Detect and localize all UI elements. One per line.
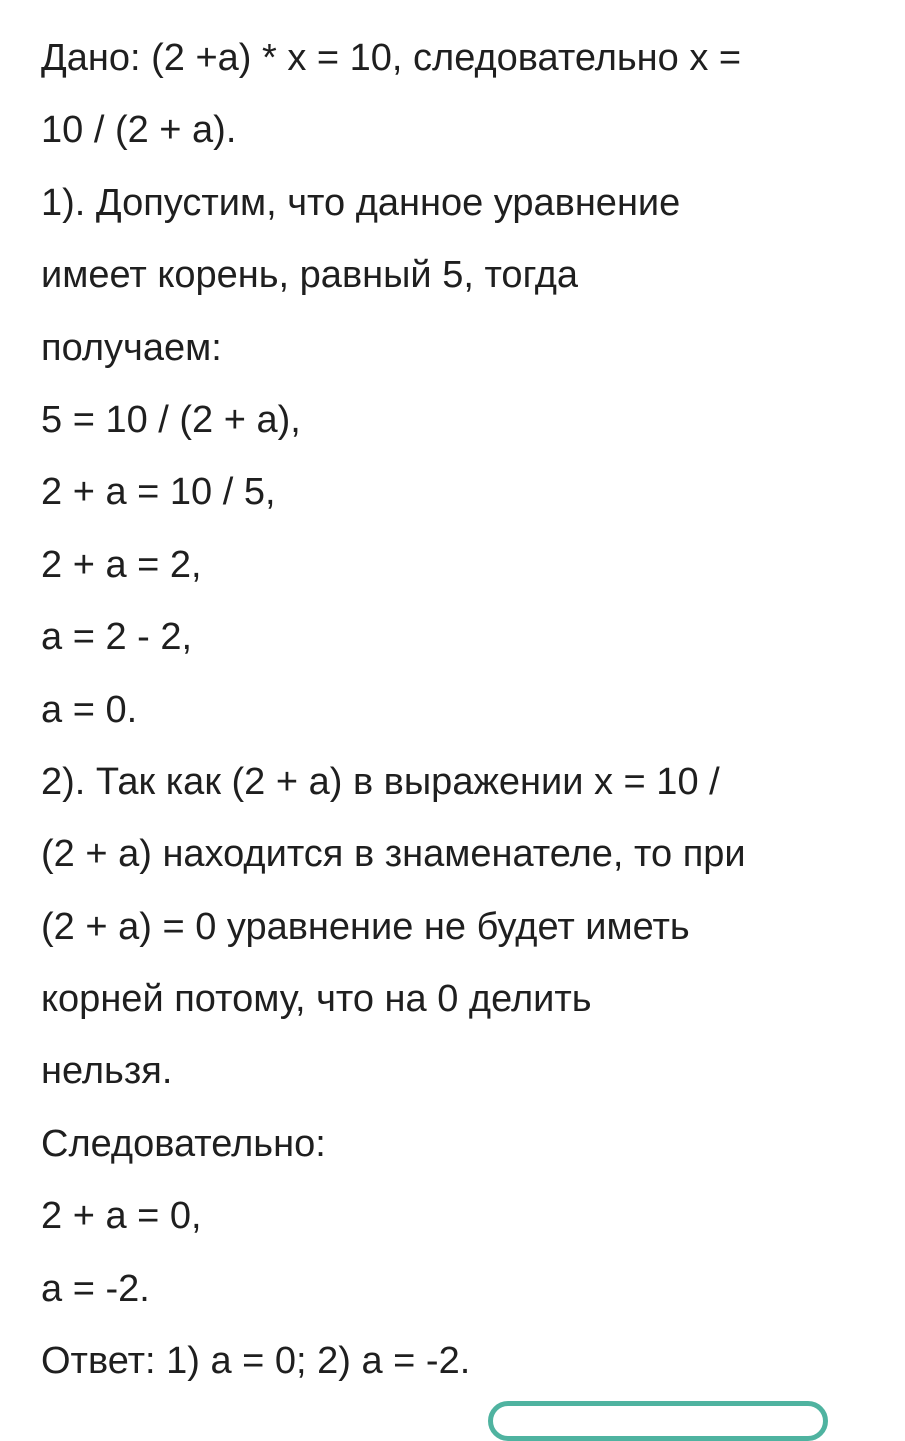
answer-line: (2 + а) находится в знаменателе, то при <box>41 833 746 876</box>
answer-line: нельзя. <box>41 1050 173 1093</box>
answer-line-given: Дано: (2 +а) * х = 10, следовательно х = <box>41 37 742 79</box>
answer-line-equation: 5 = 10 / (2 + а), <box>41 398 301 441</box>
answer-line-final: Ответ: 1) а = 0; 2) а = -2. <box>41 1340 471 1383</box>
bottom-action-button[interactable] <box>488 1401 828 1441</box>
answer-line-step-1: 1). Допустим, что данное уравнение <box>41 181 681 224</box>
answer-line-equation: 2 + а = 0, <box>41 1195 202 1238</box>
answer-line-equation: 2 + а = 10 / 5, <box>41 471 276 514</box>
answer-line-equation: 2 + а = 2, <box>41 543 202 586</box>
answer-line-equation: а = 2 - 2, <box>41 616 193 659</box>
answer-line-equation: а = 0. <box>41 688 138 731</box>
answer-line: получаем: <box>41 326 222 369</box>
answer-line: корней потому, что на 0 делить <box>41 978 592 1021</box>
answer-line-equation: а = -2. <box>41 1267 150 1310</box>
answer-line: (2 + а) = 0 уравнение не будет иметь <box>41 905 690 948</box>
answer-line: имеет корень, равный 5, тогда <box>41 254 579 297</box>
answer-line-conclusion: Следовательно: <box>41 1122 326 1165</box>
answer-line-step-2: 2). Так как (2 + а) в выражении х = 10 / <box>41 760 720 803</box>
answer-line: 10 / (2 + а). <box>41 109 237 152</box>
answer-text <box>41 22 871 1397</box>
